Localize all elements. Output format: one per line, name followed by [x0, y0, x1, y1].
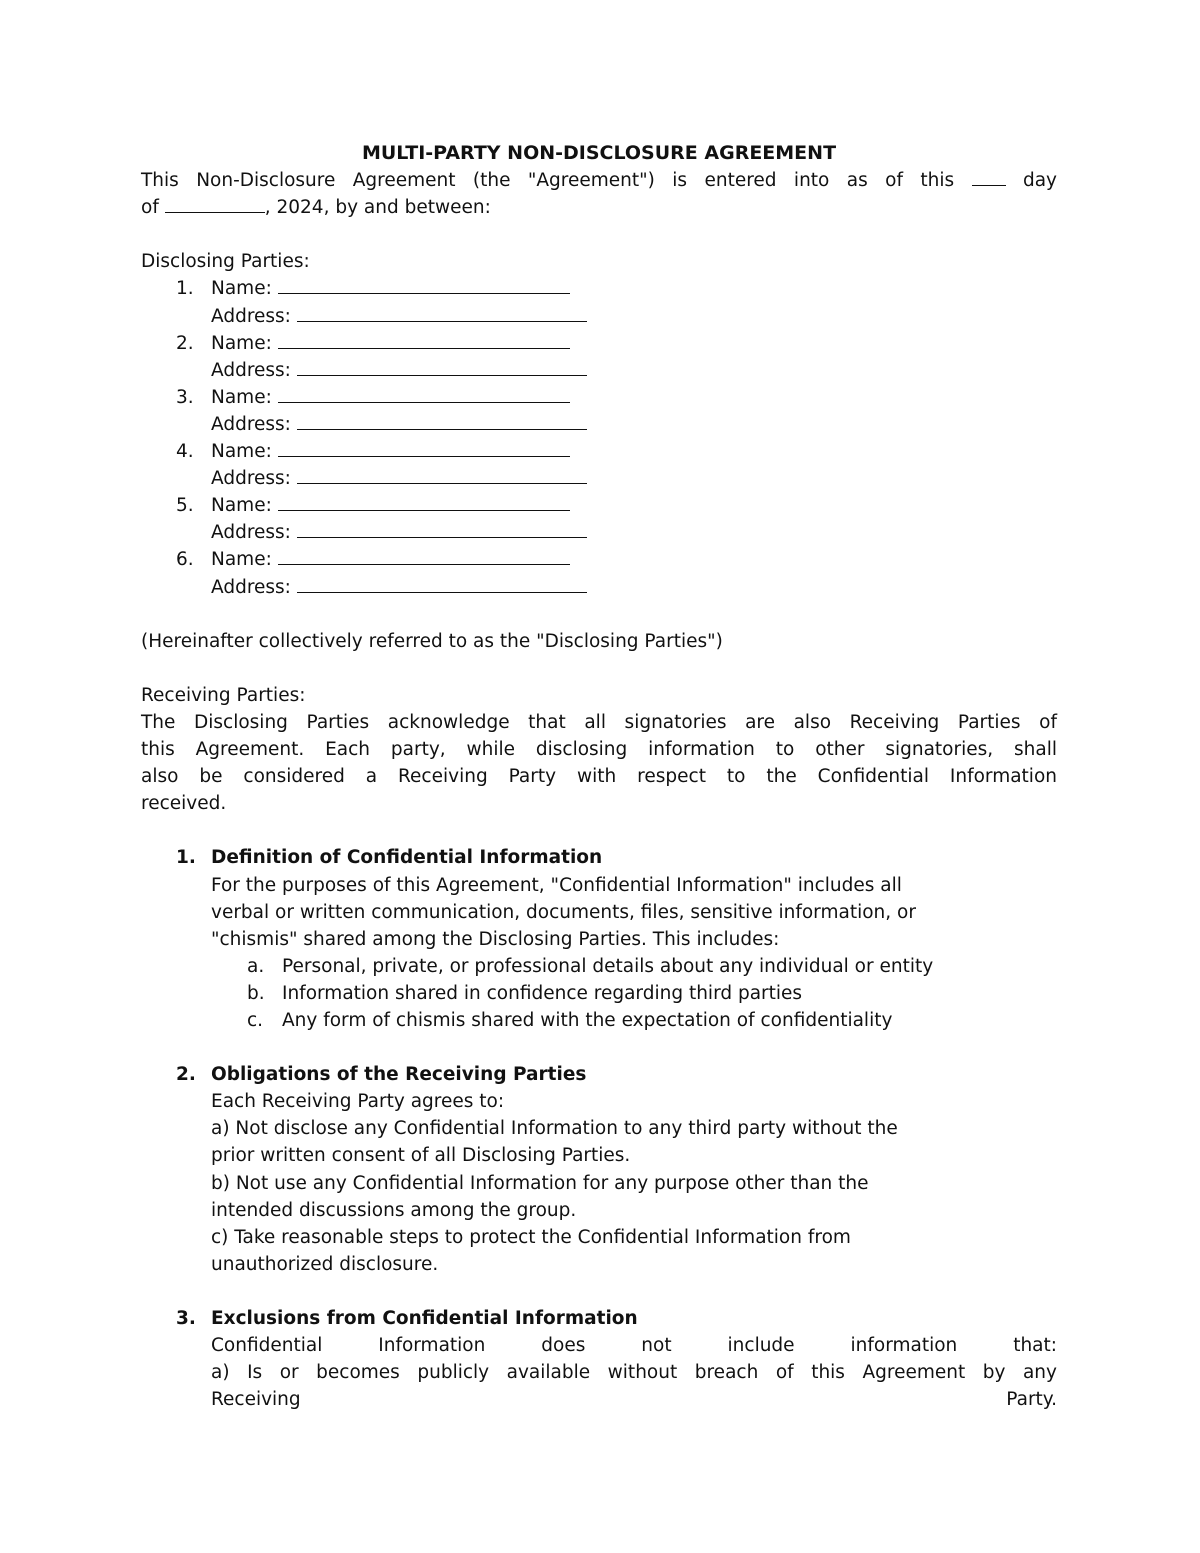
address-label: Address: [211, 359, 291, 381]
section-3-line: Confidential Information does not include information that: [211, 1335, 1057, 1357]
address-blank[interactable] [297, 574, 587, 593]
intro-text: of [141, 197, 159, 219]
party-2-name-row [141, 330, 1057, 357]
address-label: Address: [211, 305, 291, 327]
address-label: Address: [211, 413, 291, 435]
day-blank[interactable] [972, 167, 1006, 186]
party-number: 2. [176, 332, 194, 354]
section-title: Exclusions from Confidential Information [211, 1308, 638, 1330]
intro-text: , 2024, by and between: [264, 197, 491, 219]
intro-text: This Non-Disclosure Agreement (the "Agreement") is entered into as of this [141, 170, 955, 192]
party-4-name-row [141, 438, 1057, 465]
month-blank[interactable] [165, 194, 265, 213]
party-6-address-row [141, 574, 1057, 601]
address-label: Address: [211, 522, 291, 544]
section-2-heading [141, 1061, 1057, 1088]
name-blank[interactable] [278, 384, 570, 403]
address-blank[interactable] [297, 357, 587, 376]
section-3-line: Receiving Party. [211, 1389, 1057, 1411]
section-3-line: a) Is or becomes publicly available without breach of this Agreement by any [211, 1362, 1057, 1384]
name-blank[interactable] [278, 330, 570, 349]
section-2-line: Each Receiving Party agrees to: [211, 1091, 505, 1113]
party-1-name-row [141, 275, 1057, 302]
section-2-line: a) Not disclose any Confidential Information to any third party without the [211, 1118, 898, 1140]
name-label: Name: [211, 386, 272, 408]
receiving-line: The Disclosing Parties acknowledge that all signatories are also Receiving Parties of [141, 711, 1057, 733]
section-2-line: intended discussions among the group. [211, 1199, 577, 1221]
section-number: 1. [176, 847, 196, 869]
name-blank[interactable] [278, 438, 570, 457]
party-number: 4. [176, 441, 194, 463]
party-number: 1. [176, 278, 194, 300]
receiving-line: received. [141, 793, 227, 815]
section-1-heading [141, 844, 1057, 871]
section-1-item-a [141, 953, 1057, 980]
section-1-line: For the purposes of this Agreement, "Confidential Information" includes all [211, 874, 902, 896]
receiving-line: this Agreement. Each party, while disclosing information to other signatories, shall [141, 739, 1057, 761]
party-number: 6. [176, 549, 194, 571]
parties-list [141, 275, 1057, 600]
party-5-address-row [141, 519, 1057, 546]
section-3-heading [141, 1305, 1057, 1332]
intro-line-1 [141, 167, 1057, 194]
name-label: Name: [211, 549, 272, 571]
name-label: Name: [211, 332, 272, 354]
party-3-name-row [141, 384, 1057, 411]
item-letter: b. [247, 982, 265, 1004]
name-blank[interactable] [278, 546, 570, 565]
address-blank[interactable] [297, 303, 587, 322]
name-blank[interactable] [278, 492, 570, 511]
section-number: 3. [176, 1308, 196, 1330]
section-1-line: "chismis" shared among the Disclosing Parties. This includes: [211, 928, 780, 950]
document-title: MULTI-PARTY NON-DISCLOSURE AGREEMENT [361, 142, 837, 164]
party-3-address-row [141, 411, 1057, 438]
receiving-line: also be considered a Receiving Party with respect to the Confidential Information [141, 766, 1057, 788]
section-2-line: b) Not use any Confidential Information for any purpose other than the [211, 1172, 869, 1194]
address-blank[interactable] [297, 465, 587, 484]
section-1-line: verbal or written communication, documents, files, sensitive information, or [211, 901, 916, 923]
name-label: Name: [211, 495, 272, 517]
receiving-label: Receiving Parties: [141, 684, 306, 706]
party-4-address-row [141, 465, 1057, 492]
party-5-name-row [141, 492, 1057, 519]
name-label: Name: [211, 441, 272, 463]
item-letter: a. [247, 955, 265, 977]
party-number: 5. [176, 495, 194, 517]
item-text: Information shared in confidence regarding third parties [282, 982, 803, 1004]
party-number: 3. [176, 386, 194, 408]
item-text: Personal, private, or professional details about any individual or entity [282, 955, 934, 977]
section-2-line: prior written consent of all Disclosing Parties. [211, 1145, 631, 1167]
disclosing-label: Disclosing Parties: [141, 251, 310, 273]
section-1-item-b [141, 980, 1057, 1007]
section-1-item-c [141, 1007, 1057, 1034]
document-page [141, 140, 1057, 1413]
address-label: Address: [211, 468, 291, 490]
name-label: Name: [211, 278, 272, 300]
address-blank[interactable] [297, 411, 587, 430]
intro-line-2 [141, 194, 1057, 221]
section-number: 2. [176, 1064, 196, 1086]
party-2-address-row [141, 357, 1057, 384]
section-2-line: c) Take reasonable steps to protect the Confidential Information from [211, 1226, 851, 1248]
item-letter: c. [247, 1010, 264, 1031]
hereinafter-text: (Hereinafter collectively referred to as the "Disclosing Parties") [141, 630, 723, 652]
section-2-line: unauthorized disclosure. [211, 1253, 439, 1275]
address-blank[interactable] [297, 519, 587, 538]
section-title: Obligations of the Receiving Parties [211, 1064, 587, 1086]
intro-text: day [1022, 170, 1057, 192]
item-text: Any form of chismis shared with the expectation of confidentiality [282, 1010, 893, 1031]
address-label: Address: [211, 576, 291, 598]
name-blank[interactable] [278, 275, 570, 294]
party-6-name-row [141, 546, 1057, 573]
section-title: Definition of Confidential Information [211, 847, 603, 869]
party-1-address-row [141, 303, 1057, 330]
